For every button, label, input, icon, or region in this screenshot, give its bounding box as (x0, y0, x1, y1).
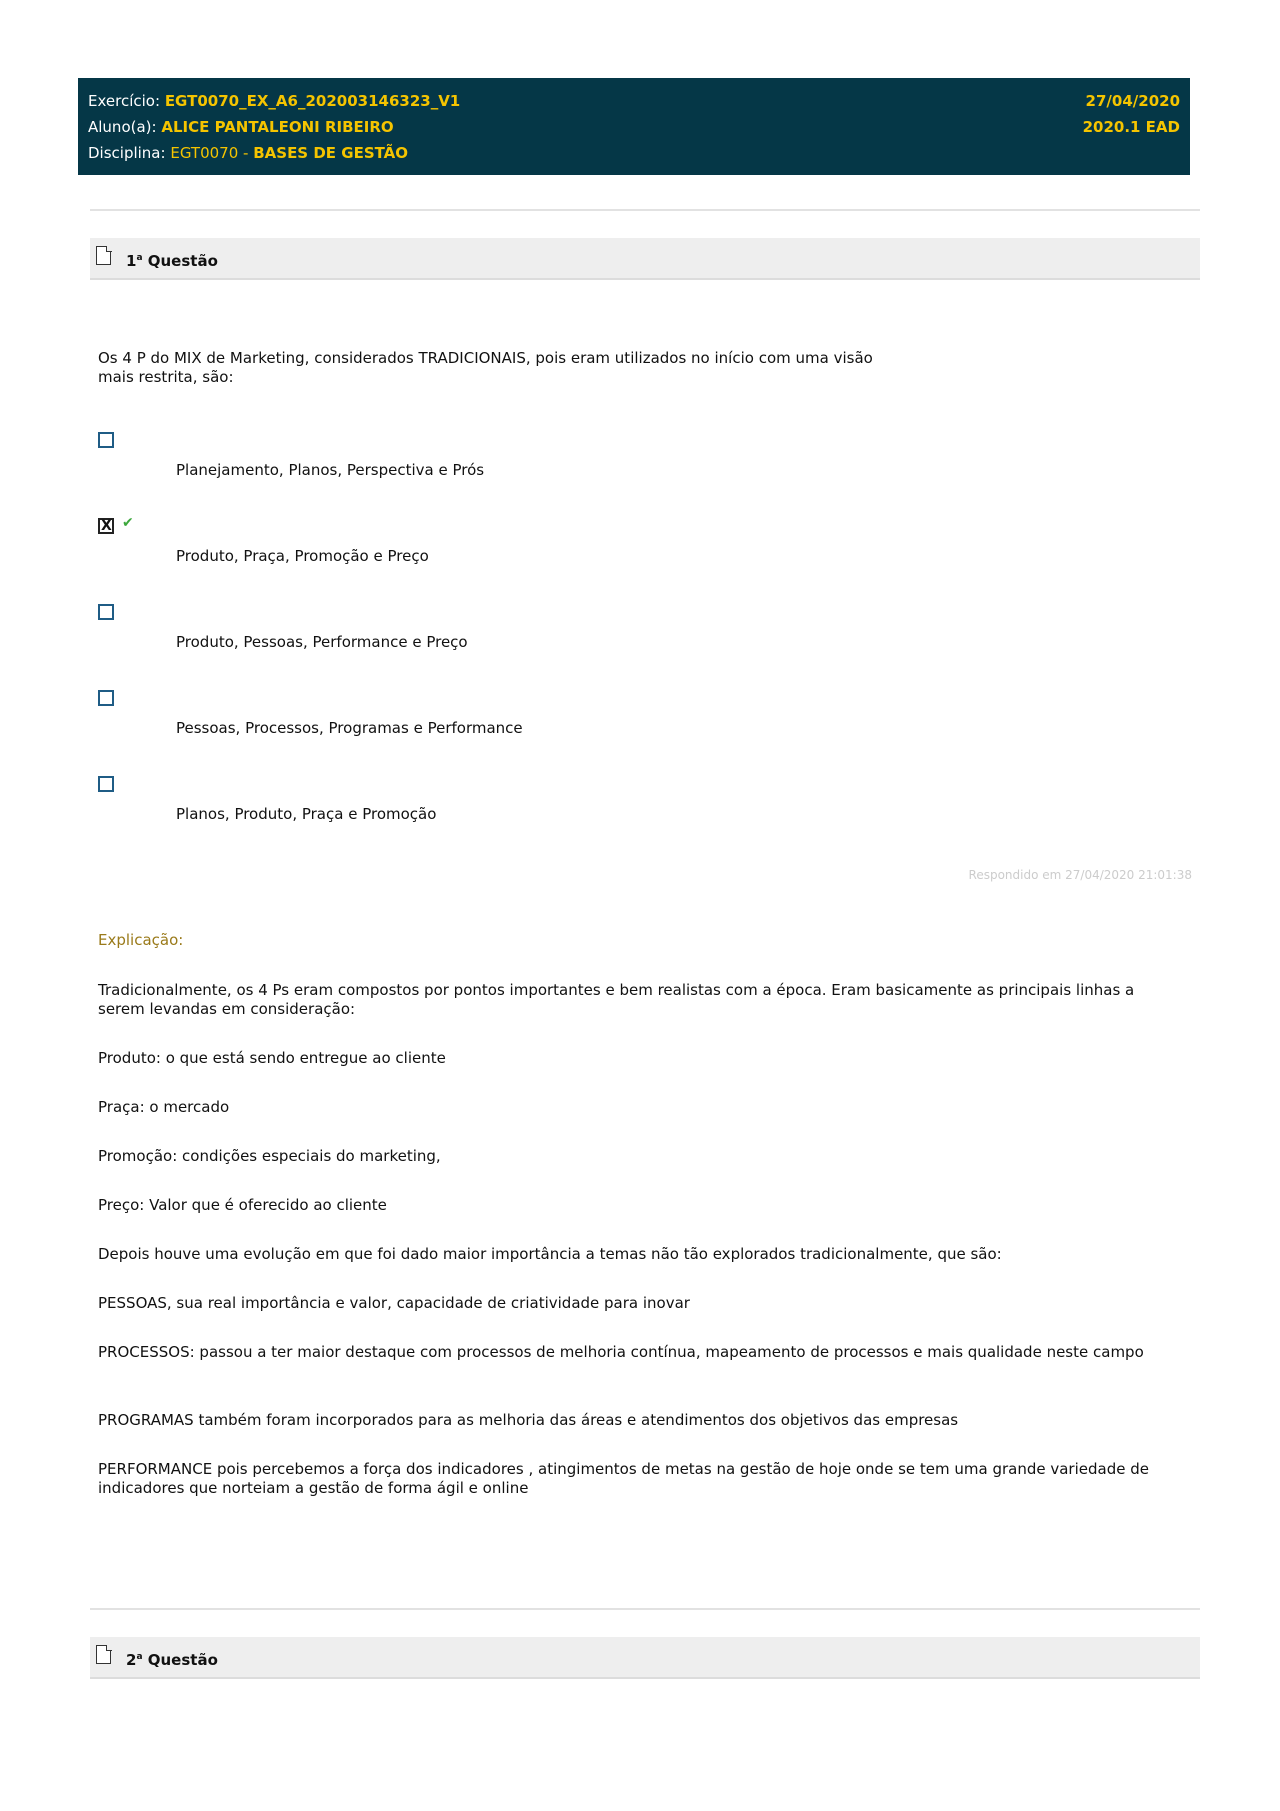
discipline-code: EGT0070 - (170, 144, 249, 162)
explanation-paragraph: Depois houve uma evolução em que foi dado maior importância a temas não tão explorados tradicionalmente, que são: (98, 1245, 1002, 1263)
student-name: ALICE PANTALEONI RIBEIRO (161, 118, 394, 136)
explanation-paragraph: Preço: Valor que é oferecido ao cliente (98, 1196, 387, 1214)
explanation-paragraph: PROGRAMAS também foram incorporados para as melhoria das áreas e atendimentos dos objetivos das empresas (98, 1411, 959, 1429)
option-5-text: Planos, Produto, Praça e Promoção (176, 805, 437, 823)
question-2-header (90, 1637, 1200, 1679)
document-icon (96, 1645, 111, 1664)
question-1-header (90, 238, 1200, 280)
option-3-checkbox[interactable] (98, 604, 114, 620)
checkmark-icon: ✔ (122, 515, 134, 531)
question-1-stem: Os 4 P do MIX de Marketing, considerados TRADICIONAIS, pois eram utilizados no início com uma visão mais restrita, são: (98, 349, 873, 386)
term-label: 2020.1 EAD (1082, 118, 1180, 136)
explanation-paragraph: Produto: o que está sendo entregue ao cliente (98, 1049, 446, 1067)
exercise-date: 27/04/2020 (1085, 92, 1180, 110)
option-3-text: Produto, Pessoas, Performance e Preço (176, 633, 468, 651)
document-icon (96, 246, 111, 265)
option-2-checkbox[interactable]: X (98, 518, 114, 534)
option-1-checkbox[interactable] (98, 432, 114, 448)
option-5-checkbox[interactable] (98, 776, 114, 792)
explanation-paragraph: PROCESSOS: passou a ter maior destaque com processos de melhoria contínua, mapeamento de processos e mais qualidade neste campo (98, 1343, 1144, 1361)
student-label: Aluno(a): (88, 118, 157, 136)
option-4-checkbox[interactable] (98, 690, 114, 706)
discipline-line (88, 140, 408, 166)
explanation-paragraph: PESSOAS, sua real importância e valor, capacidade de criatividade para inovar (98, 1294, 690, 1312)
option-1-text: Planejamento, Planos, Perspectiva e Prós (176, 461, 485, 479)
explanation-paragraph: PERFORMANCE pois percebemos a força dos indicadores , atingimentos de metas na gestão de hoje onde se tem uma grande variedade de indicadores que norteiam a gestão de forma ágil e online (98, 1460, 1149, 1497)
exercise-line (88, 88, 460, 114)
discipline-label: Disciplina: (88, 144, 166, 162)
explanation-paragraph: Promoção: condições especiais do marketing, (98, 1147, 441, 1165)
answered-timestamp: Respondido em 27/04/2020 21:01:38 (968, 868, 1192, 882)
question-2-title: 2$^a$ Questão (126, 1651, 218, 1669)
explanation-title: Explicação: (98, 931, 184, 949)
exercise-code: EGT0070_EX_A6_202003146323_V1 (164, 92, 461, 110)
exercise-header (78, 78, 1190, 175)
student-line (88, 114, 394, 140)
option-4-text: Pessoas, Processos, Programas e Performance (176, 719, 523, 737)
exercise-label: Exercício: (88, 92, 161, 110)
explanation-paragraph: Praça: o mercado (98, 1098, 230, 1116)
explanation-paragraph: Tradicionalmente, os 4 Ps eram compostos por pontos importantes e bem realistas com a época. Eram basicamente as principais linhas a serem levandas em consideração: (98, 981, 1135, 1018)
discipline-name: BASES DE GESTÃO (253, 144, 409, 162)
option-2-text: Produto, Praça, Promoção e Preço (176, 547, 429, 565)
divider (90, 209, 1200, 211)
divider (90, 1608, 1200, 1610)
question-1-title: 1$^a$ Questão (126, 252, 218, 270)
